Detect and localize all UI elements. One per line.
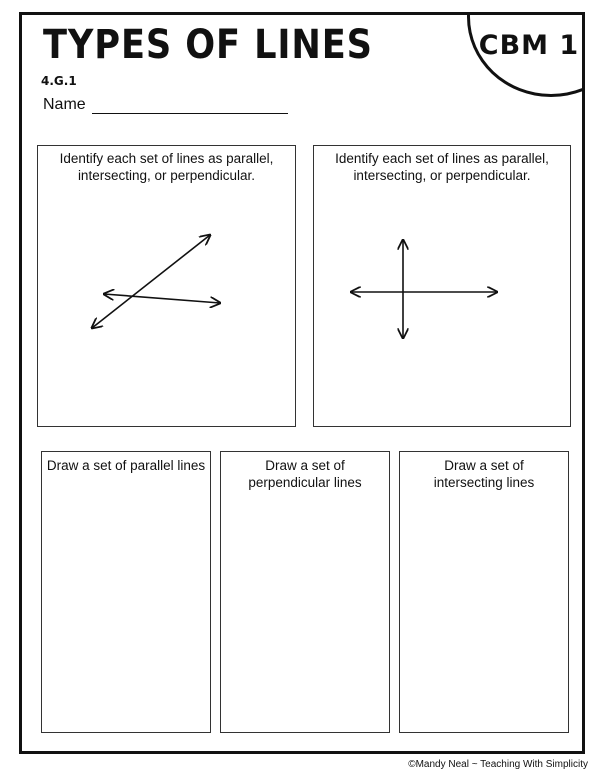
page-title: TYPES OF LINES <box>43 22 373 68</box>
perpendicular-lines-figure <box>314 146 572 428</box>
draw-box-intersecting[interactable] <box>399 451 569 733</box>
draw-prompt-parallel: Draw a set of parallel lines <box>46 458 206 473</box>
draw-box-parallel[interactable] <box>41 451 211 733</box>
standard-code: 4.G.1 <box>41 74 77 88</box>
intersecting-lines-figure <box>38 146 297 428</box>
identify-prompt-1: Identify each set of lines as parallel, intersecting, or perpendicular. <box>59 151 274 183</box>
copyright-footer: ©Mandy Neal ~ Teaching With Simplicity <box>408 759 588 770</box>
identify-box-1 <box>37 145 296 427</box>
name-field <box>43 96 288 114</box>
badge-label: CBM 1 <box>478 30 580 61</box>
draw-prompt-intersecting: Draw a set of intersecting lines <box>433 458 535 490</box>
name-blank[interactable] <box>92 97 288 114</box>
draw-box-perpendicular[interactable] <box>220 451 390 733</box>
identify-box-2 <box>313 145 571 427</box>
identify-prompt-2: Identify each set of lines as parallel, intersecting, or perpendicular. <box>335 151 549 183</box>
name-label: Name <box>43 96 86 113</box>
line-b <box>104 294 220 303</box>
line-a <box>92 235 210 328</box>
draw-prompt-perpendicular: Draw a set of perpendicular lines <box>248 458 362 490</box>
